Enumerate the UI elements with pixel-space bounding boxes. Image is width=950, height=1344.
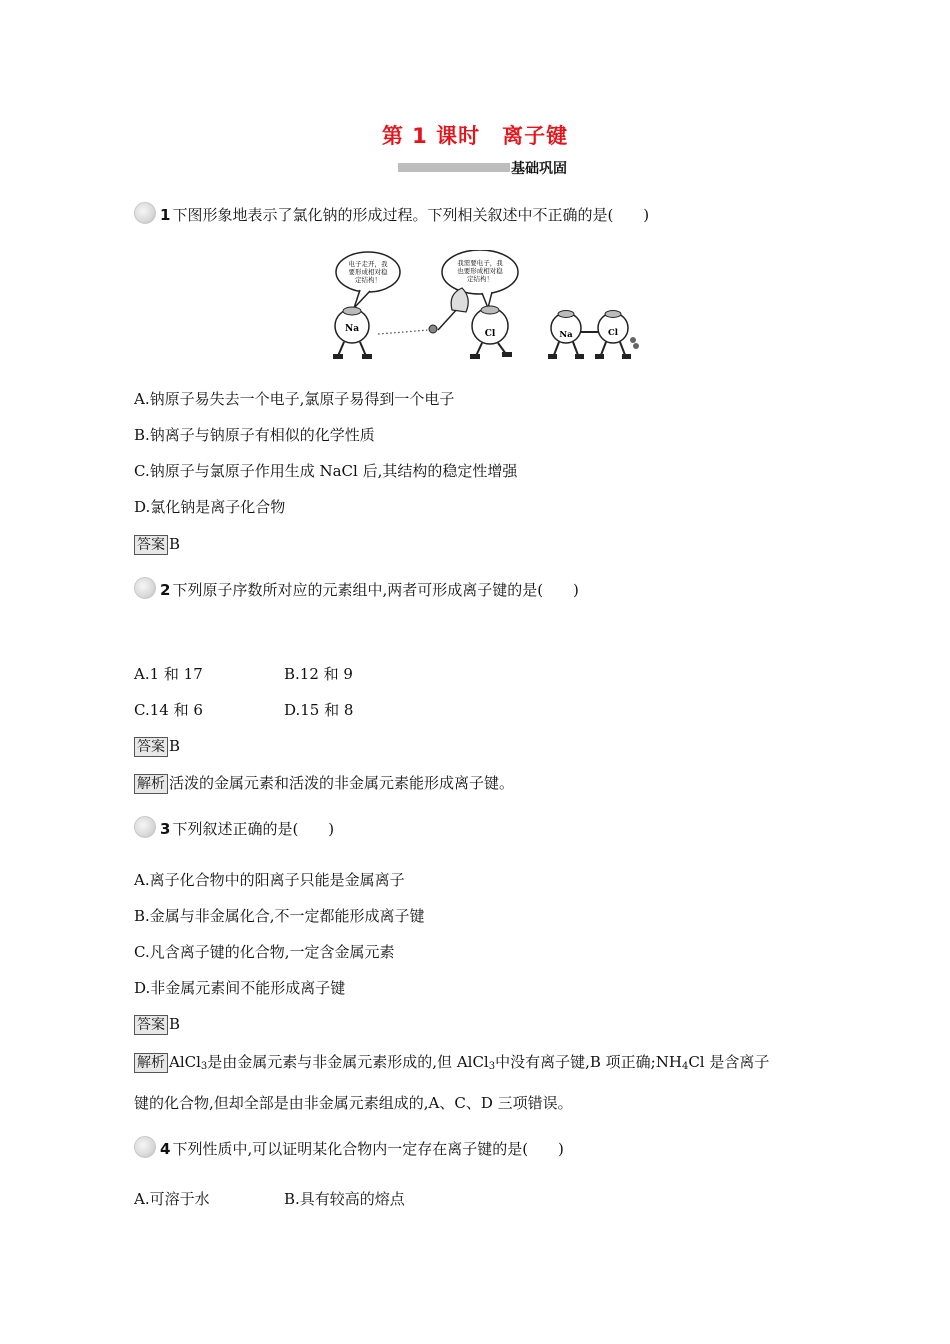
q4-option-b: B.具有较高的熔点 [284, 1190, 405, 1208]
q3-option-d: D.非金属元素间不能形成离子键 [134, 979, 346, 997]
analysis-text: AlCl [169, 1053, 201, 1071]
q2-analysis [134, 773, 514, 794]
question-number: 1 [160, 206, 171, 224]
question-stem: 下图形象地表示了氯化钠的形成过程。下列相关叙述中不正确的是( ) [172, 206, 650, 224]
analysis-tag: 解析 [134, 1053, 168, 1073]
question-number: 3 [160, 820, 171, 838]
question-bullet-icon [134, 577, 156, 599]
answer-value: B [169, 1015, 181, 1033]
cl-ion-label: Cl [608, 328, 618, 338]
na-label: Na [344, 324, 360, 334]
subscript: 3 [488, 1061, 496, 1072]
q2-option-c: C.14 和 6 [134, 701, 203, 719]
question-stem: 下列性质中,可以证明某化合物内一定存在离子键的是( ) [172, 1140, 564, 1158]
answer-tag: 答案 [134, 737, 168, 757]
q3-analysis-line-2: 键的化合物,但却全部是由非金属元素组成的,A、C、D 三项错误。 [134, 1094, 573, 1112]
q1-option-c: C.钠原子与氯原子作用生成 NaCl 后,其结构的稳定性增强 [134, 462, 518, 480]
page-title: 第 1 课时 离子键 [381, 124, 569, 148]
q3-analysis [134, 1052, 769, 1073]
bubble-right-line-1: 我需要电子，我 [457, 259, 503, 267]
q2-answer [134, 736, 180, 757]
answer-tag: 答案 [134, 535, 168, 555]
bubble-right-line-3: 定结构！ [467, 275, 493, 283]
q1-option-d: D.氯化钠是离子化合物 [134, 498, 286, 516]
subscript: 3 [200, 1061, 208, 1072]
subscript: 4 [681, 1061, 689, 1072]
question-4 [134, 1136, 564, 1159]
answer-value: B [169, 737, 181, 755]
section-bar [398, 163, 510, 172]
question-number: 2 [160, 581, 171, 599]
question-3 [134, 816, 334, 839]
question-1 [134, 202, 649, 225]
bubble-left-line-1: 电子走开，我 [348, 260, 388, 268]
bubble-left-line-2: 要形成相对稳 [348, 268, 388, 276]
q2-option-a: A.1 和 17 [134, 665, 203, 683]
section-label: 基础巩固 [511, 161, 567, 177]
answer-value: B [169, 535, 181, 553]
question-stem: 下列原子序数所对应的元素组中,两者可形成离子键的是( ) [172, 581, 579, 599]
q2-option-d: D.15 和 8 [284, 701, 354, 719]
na-ion-label: Na [559, 330, 573, 340]
analysis-text: Cl 是含离子 [688, 1053, 770, 1071]
question-bullet-icon [134, 1136, 156, 1158]
nacl-formation-illustration [330, 250, 640, 365]
question-bullet-icon [134, 816, 156, 838]
q3-answer [134, 1014, 180, 1035]
analysis-tag: 解析 [134, 774, 168, 794]
q2-option-b: B.12 和 9 [284, 665, 353, 683]
answer-tag: 答案 [134, 1015, 168, 1035]
analysis-text: 活泼的金属元素和活泼的非金属元素能形成离子键。 [169, 774, 515, 792]
question-stem: 下列叙述正确的是( ) [172, 820, 335, 838]
question-bullet-icon [134, 202, 156, 224]
cl-label: Cl [484, 329, 496, 339]
q3-option-c: C.凡含离子键的化合物,一定含金属元素 [134, 943, 395, 961]
question-number: 4 [160, 1140, 171, 1158]
bubble-left-line-3: 定结构！ [355, 276, 381, 284]
q1-answer [134, 534, 180, 555]
question-2 [134, 577, 579, 600]
analysis-text: 中没有离子键,B 项正确;NH [495, 1053, 682, 1071]
q4-option-a: A.可溶于水 [134, 1190, 210, 1208]
q3-option-b: B.金属与非金属化合,不一定都能形成离子键 [134, 907, 425, 925]
q3-option-a: A.离子化合物中的阳离子只能是金属离子 [134, 871, 405, 889]
q1-option-a: A.钠原子易失去一个电子,氯原子易得到一个电子 [134, 390, 455, 408]
bubble-right-line-2: 也要形成相对稳 [457, 267, 503, 275]
analysis-text: 是由金属元素与非金属元素形成的,但 AlCl [207, 1053, 489, 1071]
q1-option-b: B.钠离子与钠原子有相似的化学性质 [134, 426, 375, 444]
